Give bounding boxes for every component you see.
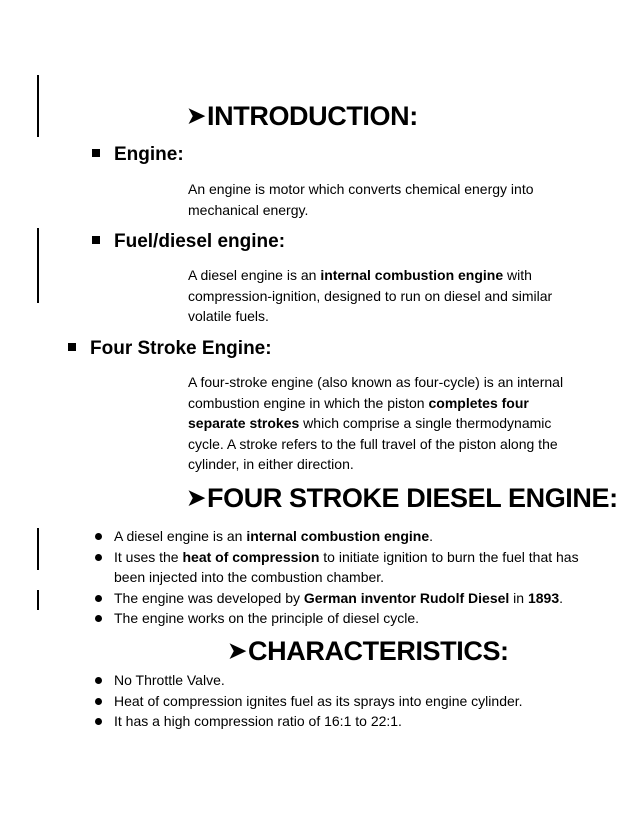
bold-text: German inventor Rudolf Diesel	[303, 589, 510, 606]
bullet-dot-icon	[95, 554, 102, 561]
characteristics-list	[92, 670, 523, 732]
list-item	[92, 526, 579, 547]
bullet-dot-icon	[95, 615, 102, 622]
four-stroke-diesel-heading: ➤FOUR STROKE DIESEL ENGINE:	[187, 483, 618, 513]
text-line: cylinder, in either direction.	[188, 456, 354, 472]
section-title-engine: Engine:	[92, 144, 184, 166]
section-body	[188, 265, 552, 327]
square-bullet-icon	[92, 236, 100, 244]
text-line: It uses the heat of compression to initiate ignition to burn the fuel that has	[114, 548, 579, 565]
bullet-dot-icon	[95, 595, 102, 602]
bullet-dot-icon	[95, 533, 102, 540]
section-title-four-stroke-engine: Four Stroke Engine:	[68, 338, 272, 360]
text-line: combustion engine in which the piston completes four	[188, 394, 529, 411]
text-line: separate strokes which comprise a single thermodynamic	[188, 415, 552, 431]
margin-bar	[37, 228, 39, 303]
square-bullet-icon	[92, 149, 100, 157]
list-item	[92, 711, 523, 732]
text-line: volatile fuels.	[188, 308, 269, 324]
bold-text: 1893	[527, 589, 560, 606]
characteristics-heading: ➤CHARACTERISTICS:	[228, 636, 509, 666]
bullet-dot-icon	[95, 718, 102, 725]
list-item	[92, 588, 579, 609]
text-line: compression-ignition, designed to run on diesel and similar	[188, 287, 553, 304]
section-body	[188, 179, 534, 220]
arrow-bullet-icon: ➤	[187, 103, 206, 128]
section-title-fuel-diesel-engine: Fuel/diesel engine:	[92, 231, 285, 253]
bullet-dot-icon	[95, 698, 102, 705]
margin-bar	[37, 75, 39, 137]
text-line: It has a high compression ratio of 16:1 to 22:1.	[114, 713, 402, 729]
text-line: A four-stroke engine (also known as four-cycle) is an internal	[188, 374, 564, 390]
text-line: The engine was developed by German inventor Rudolf Diesel in 1893.	[114, 589, 564, 606]
bold-text: internal combustion engine	[246, 528, 430, 544]
arrow-bullet-icon: ➤	[187, 485, 206, 510]
square-bullet-icon	[68, 343, 76, 351]
text-line: cycle. A stroke refers to the full travel of the piston along the	[188, 435, 558, 452]
text-line: A diesel engine is an internal combustion engine.	[114, 528, 434, 544]
bullet-dot-icon	[95, 677, 102, 684]
list-item	[92, 547, 579, 588]
list-item	[92, 608, 579, 629]
bold-text: heat of compression	[182, 548, 320, 565]
bold-text: internal combustion engine	[320, 267, 504, 283]
list-item	[92, 691, 523, 712]
margin-bar	[37, 528, 39, 570]
text-line: A diesel engine is an internal combustion engine with	[188, 267, 532, 283]
text-line: An engine is motor which converts chemical energy into	[188, 181, 534, 197]
text-line: Heat of compression ignites fuel as its sprays into engine cylinder.	[114, 692, 523, 709]
margin-bar	[37, 590, 39, 610]
introduction-heading: ➤INTRODUCTION:	[187, 101, 418, 131]
text-line: mechanical energy.	[188, 201, 309, 218]
text-line: No Throttle Valve.	[114, 672, 225, 688]
bold-text: separate strokes	[188, 415, 300, 431]
list-item	[92, 670, 523, 691]
bold-text: completes four	[428, 394, 529, 411]
section-body	[188, 372, 563, 475]
diesel-facts-list	[92, 526, 579, 629]
text-line: been injected into the combustion chamber.	[114, 569, 385, 585]
text-line: The engine works on the principle of diesel cycle.	[114, 610, 420, 626]
arrow-bullet-icon: ➤	[228, 638, 247, 663]
